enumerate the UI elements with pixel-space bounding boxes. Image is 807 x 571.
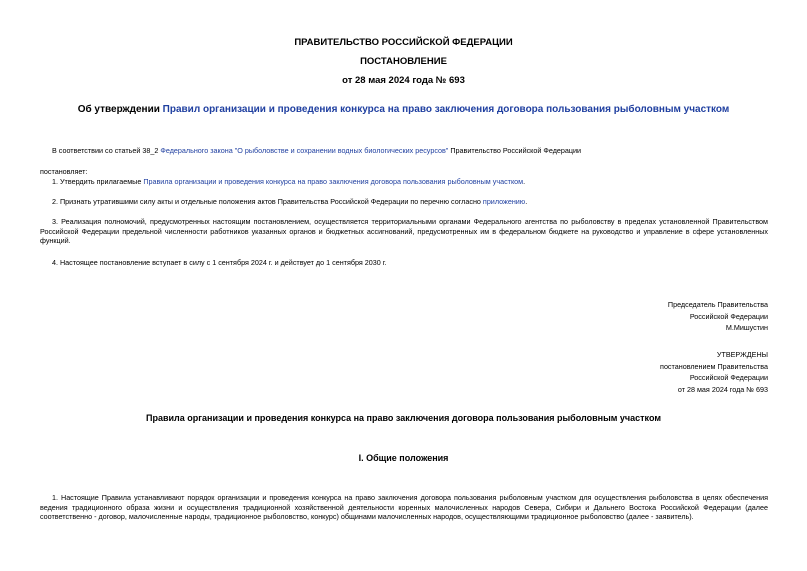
signature-org: Российской Федерации bbox=[689, 311, 768, 321]
item-1 bbox=[52, 177, 772, 187]
item-2-end: . bbox=[525, 197, 528, 206]
preamble-text-start: В соответствии со статьей 38_2 bbox=[52, 146, 161, 155]
item-2 bbox=[52, 197, 772, 207]
signature-name: М.Мишустин bbox=[725, 323, 768, 332]
preamble-text-end: Правительство Российской Федерации bbox=[448, 146, 582, 155]
document-title bbox=[0, 104, 807, 115]
item-1-end: . bbox=[523, 177, 526, 186]
approved-block bbox=[468, 349, 768, 395]
rules-paragraph-1: 1. Настоящие Правила устанавливают порядок организации и проведения конкурса на право заключения договора пользования рыболовным участком для осуществления рыболовства в целях обеспечения ведения традиционного образа жизни и осуществления традиционной хозяйственной деятельности коренных малочисленных народов Севера, Сибири и Дальнего Востока Российской Федерации (далее соответственно - договор, малочисленные народы, традиционное рыболовство, конкурс) общинами малочисленных народов, осуществляющими традиционное рыболовство (далее - заявитель). bbox=[40, 493, 768, 522]
federal-law-link[interactable]: Федерального закона "О рыболовстве и сохранении водных биологических ресурсов" bbox=[160, 146, 449, 155]
rules-link[interactable]: Правила организации и проведения конкурса на право заключения договора пользования рыболовным участком bbox=[143, 177, 524, 186]
document-date-number: от 28 мая 2024 года № 693 bbox=[342, 75, 465, 86]
resolves-text: постановляет: bbox=[40, 167, 88, 176]
approved-date: от 28 мая 2024 года № 693 bbox=[677, 384, 768, 394]
rules-title-link[interactable]: Правил организации и проведения конкурса на право заключения договора пользования рыболовным участком bbox=[162, 104, 730, 115]
item-1-text: 1. Утвердить прилагаемые bbox=[52, 177, 144, 186]
signature-position: Председатель Правительства bbox=[667, 300, 768, 309]
title-prefix: Об утверждении bbox=[77, 104, 163, 115]
government-heading: ПРАВИТЕЛЬСТВО РОССИЙСКОЙ ФЕДЕРАЦИИ bbox=[294, 37, 513, 48]
preamble-paragraph bbox=[52, 146, 772, 156]
document-type: ПОСТАНОВЛЕНИЕ bbox=[360, 56, 447, 67]
approved-org: Российской Федерации bbox=[689, 373, 768, 382]
appendix-link[interactable]: приложению bbox=[482, 197, 526, 206]
item-4: 4. Настоящее постановление вступает в силу с 1 сентября 2024 г. и действует до 1 сентября 2030 г. bbox=[52, 258, 387, 267]
approved-label: УТВЕРЖДЕНЫ bbox=[716, 350, 768, 359]
approved-by: постановлением Правительства bbox=[660, 361, 768, 371]
rules-title: Правила организации и проведения конкурса на право заключения договора пользования рыболовным участком bbox=[146, 413, 661, 423]
item-2-text: 2. Признать утратившими силу акты и отдельные положения актов Правительства Российской Федерации по перечню согласно bbox=[52, 197, 483, 206]
item-3: 3. Реализация полномочий, предусмотренных настоящим постановлением, осуществляется территориальными органами Федерального агентства по рыболовству в пределах установленной Правительством Российской Федерации предельной численности работников указанных органов и бюджетных ассигнований, предусмотренных им в федеральном бюджете на руководство и управление в сфере установленных функций. bbox=[40, 217, 768, 246]
signature-block bbox=[468, 299, 768, 334]
section-1-heading: I. Общие положения bbox=[358, 453, 449, 463]
